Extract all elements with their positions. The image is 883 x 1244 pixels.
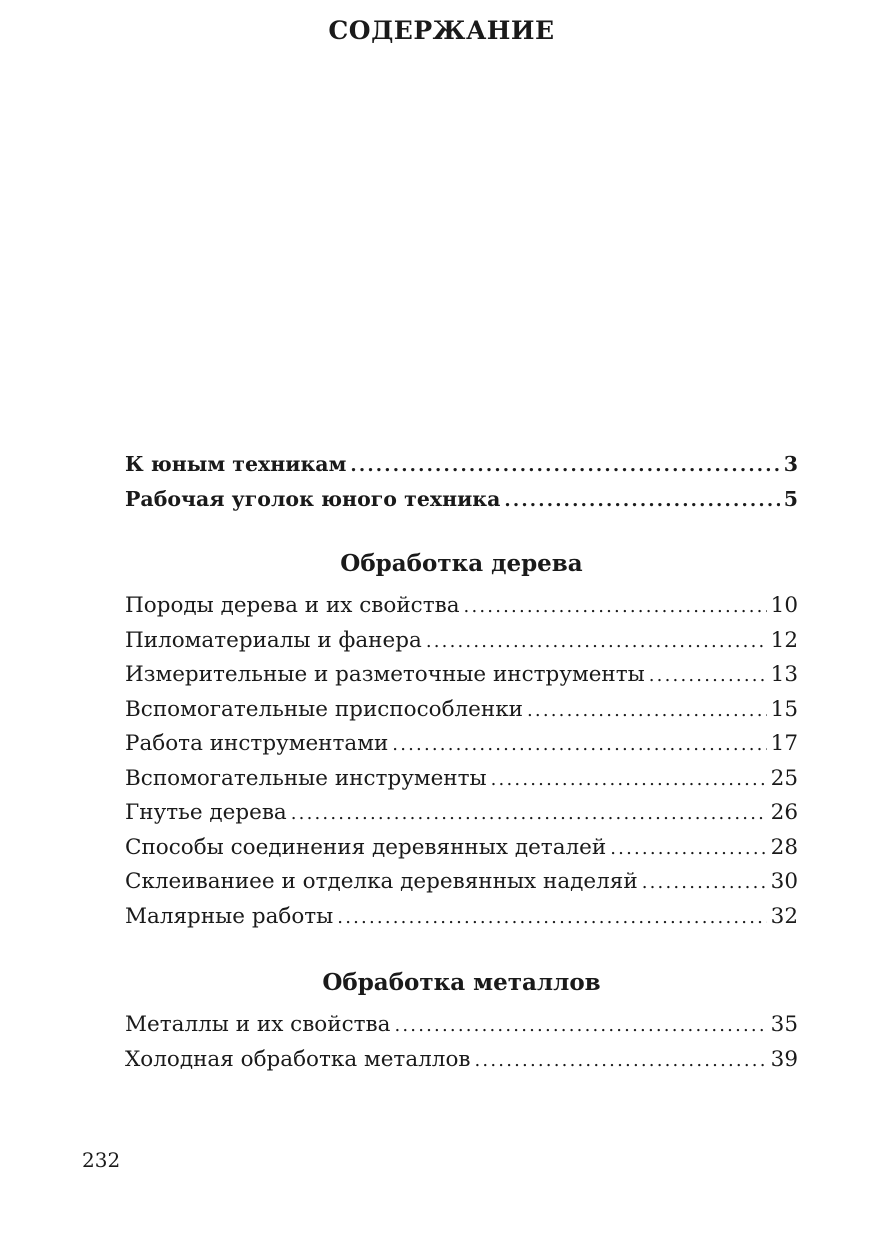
toc-entry[interactable] [125,697,798,732]
dot-leader [426,631,767,652]
toc-entry[interactable] [125,869,798,904]
toc-entry[interactable] [125,487,798,522]
toc-entry-page: 32 [770,903,798,929]
dot-leader [610,838,766,859]
toc-entry-label: Гнутье дерева [125,800,287,825]
toc-entry-page: 3 [783,452,798,476]
page-number: 232 [82,1148,121,1172]
toc-entry-page: 12 [770,627,798,653]
dot-leader [464,596,767,617]
dot-leader [350,455,779,476]
toc-entry-page: 10 [770,593,798,618]
dot-leader [337,907,766,928]
toc-entry-page: 28 [770,834,798,860]
toc-entry[interactable] [125,766,798,801]
toc-entry[interactable] [125,628,798,663]
toc-entry-label: Холодная обработка металлов [125,1046,471,1072]
dot-leader [504,490,779,511]
toc-entry-page: 25 [770,765,798,791]
page-title: СОДЕРЖАНИЕ [328,16,555,45]
dot-leader [394,1015,766,1036]
toc-entry[interactable] [125,452,798,487]
toc-entry-page: 26 [770,800,798,825]
toc-entry-label: Работа инструментами [125,731,389,756]
toc-entry-label: Вспомогательные приспособленки [125,696,523,722]
dot-leader [475,1050,767,1071]
section-heading-wood: Обработка дерева [340,550,583,577]
dot-leader [527,700,767,721]
toc-entry[interactable] [125,800,798,835]
toc-intro-list [125,452,798,521]
toc-entry-label: Пиломатериалы и фанера [125,627,422,653]
toc-entry-page: 5 [783,486,798,511]
toc-entry-label: Рабочая уголок юного техника [125,486,501,511]
toc-entry[interactable] [125,593,798,628]
toc-entry[interactable] [125,662,798,697]
section-heading-metal: Обработка металлов [322,969,601,996]
toc-entry-page: 17 [770,731,798,756]
dot-leader [291,803,767,824]
toc-entry-label: Металлы и их свойства [125,1012,391,1037]
toc-entry[interactable] [125,731,798,766]
dot-leader [642,872,767,893]
dot-leader [649,665,767,686]
dot-leader [392,734,766,755]
toc-wood-list [125,593,798,938]
toc-entry[interactable] [125,1012,798,1047]
toc-entry[interactable] [125,904,798,939]
toc-entry[interactable] [125,835,798,870]
toc-entry-label: Малярные работы [125,903,334,929]
toc-metal-list [125,1012,798,1081]
toc-entry-page: 13 [770,662,798,687]
toc-entry-label: Измерительные и разметочные инструменты [125,662,645,687]
toc-entry[interactable] [125,1047,798,1082]
toc-entry-label: Способы соединения деревянных деталей [125,834,607,860]
toc-entry-label: Вспомогательные инструменты [125,765,487,791]
toc-entry-page: 39 [770,1046,798,1072]
toc-entry-page: 35 [770,1012,798,1037]
dot-leader [491,769,767,790]
toc-entry-label: Породы дерева и их свойства [125,593,460,618]
toc-entry-page: 15 [770,696,798,722]
toc-entry-label: К юным техникам [125,452,347,476]
toc-entry-page: 30 [770,869,798,894]
toc-entry-label: Склеиваниее и отделка деревянных наделяй [125,869,638,894]
